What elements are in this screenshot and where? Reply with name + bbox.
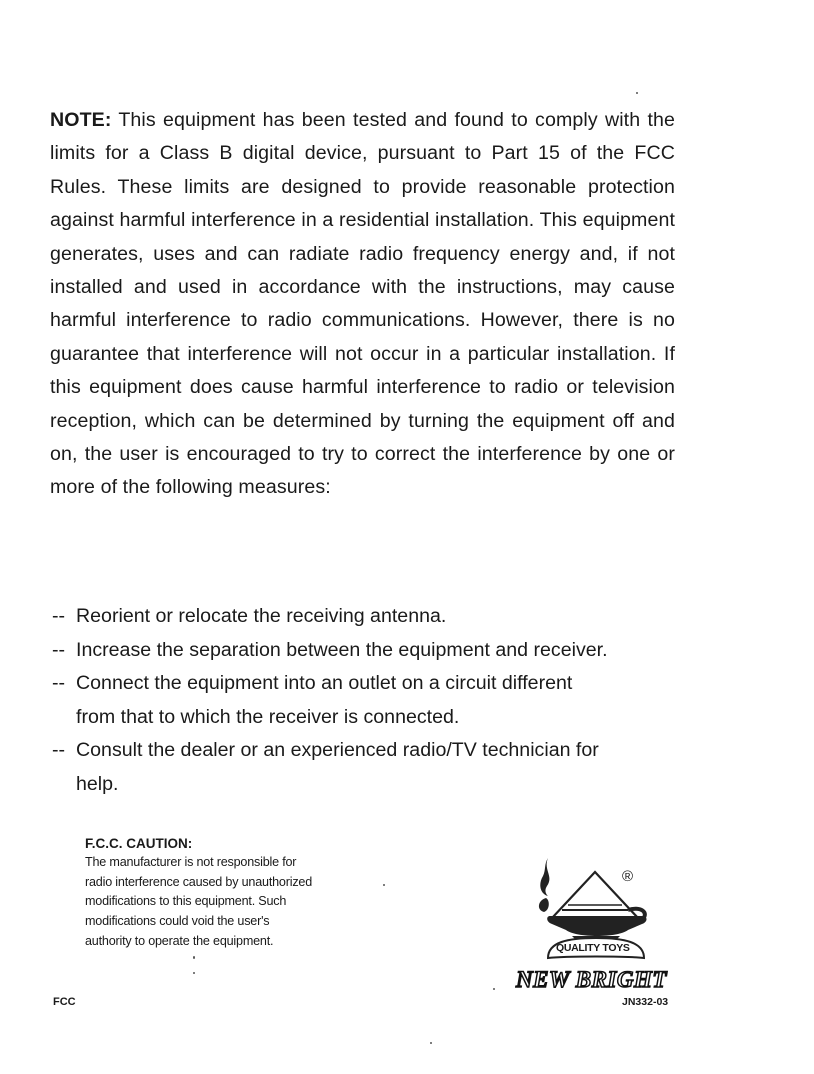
measure-text: Increase the separation between the equipment and receiver. <box>76 638 608 661</box>
caution-line: authority to operate the equipment. <box>85 933 274 948</box>
caution-title: F.C.C. CAUTION: <box>85 836 193 851</box>
list-item <box>52 734 692 801</box>
new-bright-logo <box>510 850 685 995</box>
note-label: NOTE: <box>50 109 112 131</box>
footer-label-left: FCC <box>53 996 76 1008</box>
measures-list <box>52 600 692 801</box>
measure-text: Connect the equipment into an outlet on a circuit different from that to which the receiver is connected. <box>76 672 573 728</box>
scan-speck <box>383 884 385 886</box>
registered-mark: ® <box>622 868 634 885</box>
fcc-note-paragraph <box>50 104 675 505</box>
list-item <box>52 667 692 734</box>
logo-brand: NEW BRIGHT <box>516 967 667 992</box>
scan-speck <box>193 972 195 974</box>
list-item <box>52 600 692 634</box>
caution-line: radio interference caused by unauthorized <box>85 874 313 889</box>
scan-speck <box>193 956 195 959</box>
note-body: This equipment has been tested and found to comply with the limits for a Class B digital device, pursuant to Part 15 of the FCC Rules. These limits are designed to provide reasonable protection against harmful interference in a residential installation. This equipment generates, uses and can radiate radio frequency energy and, if not installed and used in accordance with the instructions, may cause harmful interference to radio communications. However, there is no guarantee that interference will not occur in a particular installation. If this equipment does cause harmful interference to radio or television reception, which can be determined by turning the equipment off and on, the user is encouraged to try to correct the interference by one or more of the following measures: <box>50 109 675 499</box>
dash-bullet: -- <box>52 739 66 761</box>
footer-part-code: JN332-03 <box>622 996 669 1008</box>
caution-line: modifications could void the user's <box>85 914 270 929</box>
dash-bullet: -- <box>52 638 66 661</box>
scan-speck <box>430 1042 432 1044</box>
caution-line: The manufacturer is not responsible for <box>85 855 297 869</box>
logo-tagline: QUALITY TOYS <box>556 942 630 954</box>
caution-body <box>85 853 375 952</box>
scan-speck <box>493 988 495 990</box>
scan-speck <box>636 92 638 94</box>
fcc-caution-block <box>85 835 375 952</box>
list-item <box>52 634 692 668</box>
measure-text: Reorient or relocate the receiving antenna. <box>76 605 447 627</box>
dash-bullet: -- <box>52 672 66 694</box>
caution-line: modifications to this equipment. Such <box>85 894 287 909</box>
measure-text: Consult the dealer or an experienced radio/TV technician for help. <box>76 739 599 795</box>
dash-bullet: -- <box>52 605 66 627</box>
